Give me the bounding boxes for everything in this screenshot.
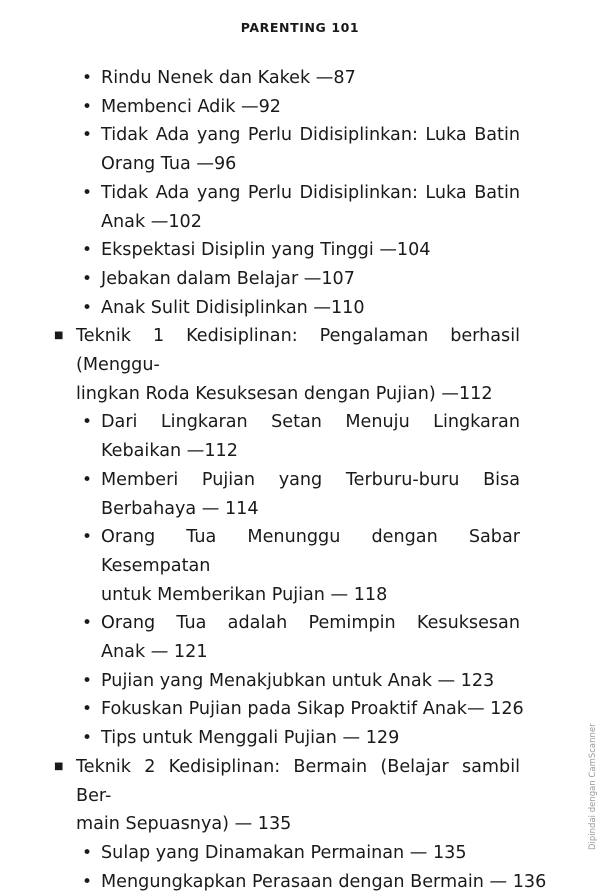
dot-bullet-icon: • <box>82 670 93 691</box>
toc-entry-line: Tidak Ada yang Perlu Didisiplinkan: Luka Batin <box>101 125 520 146</box>
toc-entry <box>0 609 520 666</box>
toc-entry <box>0 667 520 696</box>
square-bullet-icon: ■ <box>54 330 64 342</box>
toc-entry-line: Orang Tua adalah Pemimpin Kesuksesan <box>101 613 520 634</box>
toc-entry-line: Membenci Adik —92 <box>101 96 281 117</box>
toc-entry-line: Sulap yang Dinamakan Permainan — 135 <box>101 842 467 863</box>
toc-entry <box>0 868 547 896</box>
dot-bullet-icon: • <box>82 125 93 146</box>
table-of-contents <box>0 64 600 896</box>
toc-entry-line: Berbahaya — 114 <box>101 498 259 519</box>
toc-entry <box>0 179 520 236</box>
toc-entry-line: Jebakan dalam Belajar —107 <box>101 268 355 289</box>
toc-entry-line: Fokuskan Pujian pada Sikap Proaktif Anak— 126 <box>101 699 524 720</box>
dot-bullet-icon: • <box>82 527 93 548</box>
toc-entry <box>0 64 520 93</box>
toc-entry <box>0 523 520 609</box>
toc-section-entry <box>0 322 520 408</box>
toc-entry-line: Orang Tua —96 <box>101 154 237 175</box>
dot-bullet-icon: • <box>82 613 93 634</box>
dot-bullet-icon: • <box>82 268 93 289</box>
dot-bullet-icon: • <box>82 728 93 749</box>
toc-entry <box>0 236 520 265</box>
dot-bullet-icon: • <box>82 297 93 318</box>
dot-bullet-icon: • <box>82 469 93 490</box>
dot-bullet-icon: • <box>82 182 93 203</box>
dot-bullet-icon: • <box>82 240 93 261</box>
toc-entry-line: Memberi Pujian yang Terburu-buru Bisa <box>101 469 520 490</box>
toc-entry-line: lingkan Roda Kesuksesan dengan Pujian) —112 <box>76 383 493 404</box>
toc-entry <box>0 839 520 868</box>
toc-entry <box>0 724 520 753</box>
toc-entry-line: Anak —102 <box>101 211 202 232</box>
toc-entry-line: untuk Memberikan Pujian — 118 <box>101 584 388 605</box>
toc-entry-line: Anak — 121 <box>101 642 208 663</box>
toc-entry-line: Rindu Nenek dan Kakek —87 <box>101 68 356 88</box>
dot-bullet-icon: • <box>82 871 93 892</box>
toc-entry-line: Ekspektasi Disiplin yang Tinggi —104 <box>101 240 431 261</box>
square-bullet-icon: ■ <box>54 760 64 772</box>
toc-entry-line: Teknik 2 Kedisiplinan: Bermain (Belajar sambil Ber- <box>76 756 520 806</box>
dot-bullet-icon: • <box>82 842 93 863</box>
toc-entry <box>0 93 520 122</box>
dot-bullet-icon: • <box>82 699 93 720</box>
toc-entry <box>0 408 520 465</box>
dot-bullet-icon: • <box>82 412 93 433</box>
toc-section-entry <box>0 753 520 839</box>
dot-bullet-icon: • <box>82 96 93 117</box>
toc-entry <box>0 466 520 523</box>
toc-entry-line: Dari Lingkaran Setan Menuju Lingkaran <box>101 412 520 433</box>
toc-entry-line: Orang Tua Menunggu dengan Sabar Kesempatan <box>101 527 520 576</box>
toc-entry-line: Anak Sulit Didisiplinkan —110 <box>101 297 365 318</box>
toc-entry-line: Kebaikan —112 <box>101 441 238 462</box>
toc-entry-line: Mengungkapkan Perasaan dengan Bermain — 136 <box>101 871 547 892</box>
toc-entry <box>0 294 520 323</box>
toc-entry-line: Tips untuk Menggali Pujian — 129 <box>101 728 400 749</box>
toc-entry-line: Pujian yang Menakjubkan untuk Anak — 123 <box>101 670 495 691</box>
toc-entry-line: Teknik 1 Kedisiplinan: Pengalaman berhasil (Menggu- <box>76 326 520 376</box>
toc-entry <box>0 695 524 724</box>
toc-entry <box>0 265 520 294</box>
running-header: PARENTING 101 <box>240 20 360 35</box>
toc-entry <box>0 121 520 178</box>
toc-entry-line: Tidak Ada yang Perlu Didisiplinkan: Luka Batin <box>101 182 520 203</box>
scanner-watermark: Dipindai dengan CamScanner <box>588 723 598 850</box>
toc-entry-line: main Sepuasnya) — 135 <box>76 814 292 835</box>
dot-bullet-icon: • <box>82 68 93 88</box>
